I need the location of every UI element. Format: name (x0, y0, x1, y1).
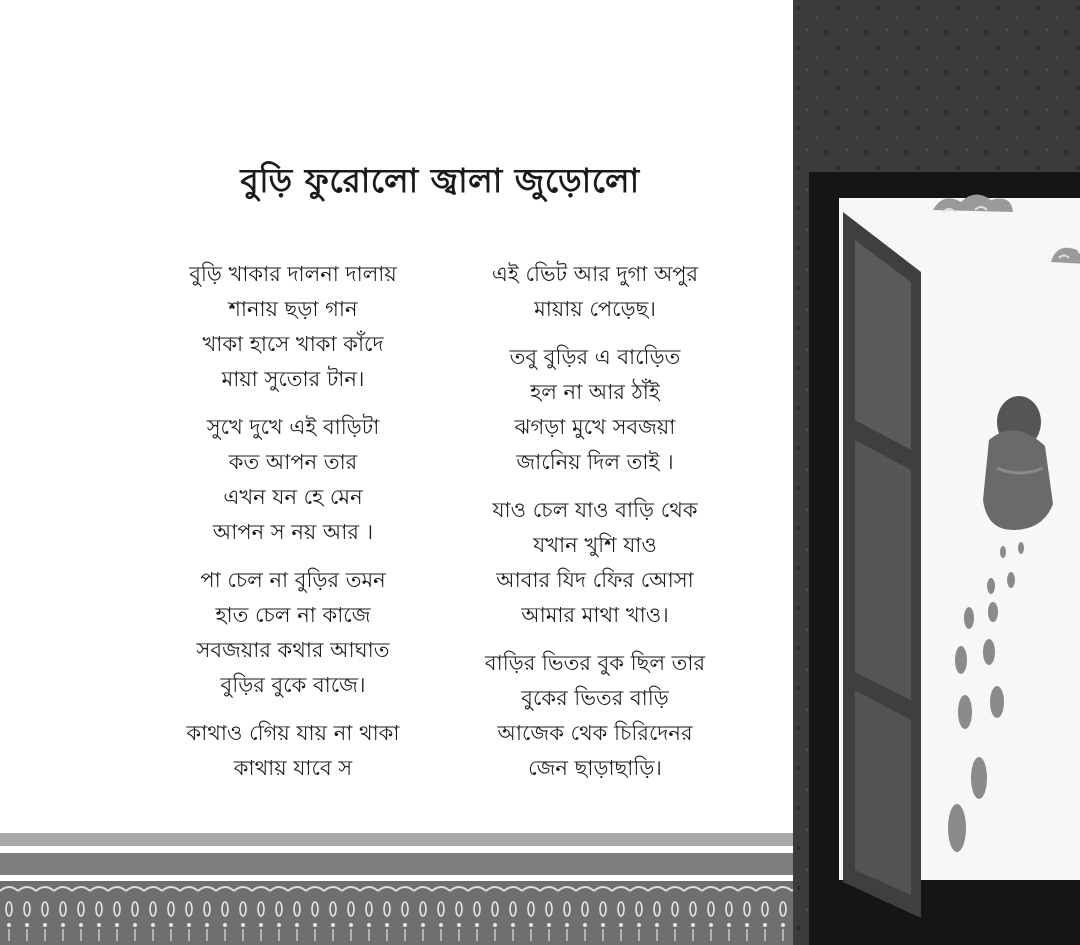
poem-line: মায়ায় পেড়েছ। (534, 297, 656, 321)
poem-column-right (430, 257, 760, 799)
poem-line: আজেক থেক চিরিদেনর (497, 721, 693, 745)
door-illustration (793, 0, 1080, 945)
poem-line: সুখে দুখে এই বাড়িটা (206, 415, 380, 439)
poem-line: বাড়ির ভিতর বুক ছিল তার (484, 651, 706, 675)
poem-line: কত আপন তার (228, 450, 358, 474)
poem-line: হল না আর ঠাঁই (530, 380, 660, 404)
poem-line: আবার যিদ ফিের আেসা (496, 568, 694, 592)
stanza (128, 716, 458, 786)
poem-line: তবু বুড়ির এ বাড়িেত (509, 345, 681, 369)
stanza (430, 257, 760, 327)
poem-line: বুড়ি খাকার দালনা দালায় (189, 262, 397, 286)
border-stripe-ornament (0, 881, 795, 945)
poem-line: এই ভিেট আর দুগা অপুর (491, 262, 699, 286)
stanza (430, 493, 760, 633)
poem-line: এখন যন হে মেন (223, 485, 363, 509)
border-stripe-light (0, 833, 795, 846)
stanza (128, 563, 458, 703)
poem-line: সবজয়ার কথার আঘাত (196, 638, 390, 662)
poem-line: যাও চেল যাও বাড়ি থেক (492, 498, 698, 522)
illustration-panel (793, 0, 1080, 945)
border-stripe-mid (0, 853, 795, 875)
stanza (128, 257, 458, 397)
stanza (430, 646, 760, 786)
poem-line: কাথাও গিেয় যায় না থাকা (186, 721, 400, 745)
poem-line: আপন স নয় আর । (212, 520, 374, 544)
poem-column-left (128, 257, 458, 799)
stanza (430, 340, 760, 480)
poem-line: শানায় ছড়া গান (228, 297, 358, 321)
poem-line: ঝগড়া মুখে সবজয়া (514, 415, 676, 439)
poem-line: হাত চেল না কাজে (215, 603, 371, 627)
poem-line: বুড়ির বুকে বাজে। (220, 673, 366, 697)
poem-line: বুকের ভিতর বাড়ি (521, 686, 669, 710)
stanza (128, 410, 458, 550)
poem-line: আমার মাথা খাও। (521, 603, 669, 627)
poem-line: জানিেয় দিল তাই । (516, 450, 674, 474)
poem-line: জেন ছাড়াছাড়ি। (528, 756, 662, 780)
ornament-pattern (0, 881, 795, 945)
poem-line: কাথায় যাবে স (233, 756, 353, 780)
poem-line: পা চেল না বুড়ির তমন (200, 568, 386, 592)
poem-line: যখান খুশি যাও (533, 533, 657, 557)
poem-title: বুড়ি ফুরোলো জ্বালা জুড়োলো (240, 161, 640, 200)
poem-line: খাকা হাসে খাকা কাঁদে (202, 332, 384, 356)
poem-line: মায়া সুতোর টান। (221, 367, 365, 391)
